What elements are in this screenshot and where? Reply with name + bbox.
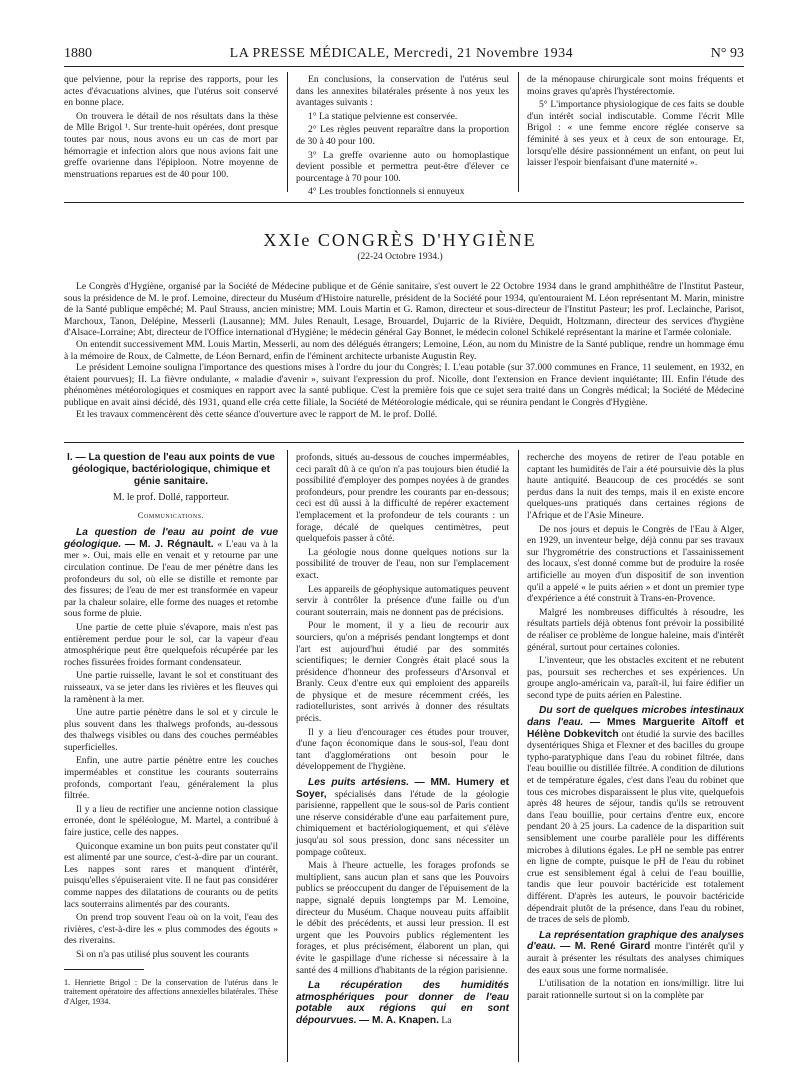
paragraph: On trouvera le détail de nos résultats dans la thèse de Mlle Brigol ¹. Sur trente-huit opérées, dont presque toutes par nous, nous avons eu un cas de mort par hémorragie et infection alors que nous avions fait une greffe ovarienne dans l'épiploon. Notre moyenne de menstruations reparues est de 40 pour 100. [64,110,278,180]
paragraph: ont étudié la survie des bacilles dysentériques Shiga et Flexner et des bacilles du groupe typho-paratyphique dans l'eau du robinet filtrée, dans l'eau bouillie ou distillée filtrée. A condition de dilutions et de température égales, c'est dans l'eau du robinet que tous ces microbes disparaissent le plus vite, quelquefois après 48 heures de séjour, tandis qu'ils se retrouvent dans l'eau bouillie, pour certains d'entre eux, encore pendant 20 à 25 jours. La cadence de la disparition suit sensiblement une courbe parallèle pour les différents microbes à dilutions égales. Le pH ne semble pas entrer en ligne de compte, puisque le pH de l'eau du robinet crue est sensiblement égal à celui de l'eau bouillie, tandis que leur pouvoir bactéricide est totalement différent. D'après les auteurs, le pouvoir bactéricide dépendrait plutôt de la présence, dans l'eau du robinet, de traces de sels de plomb. [527,728,744,926]
paragraph: De nos jours et depuis le Congrès de l'Eau à Alger, en 1929, un inventeur belge, déjà connu par ses travaux sur l'hygrométrie des constructions et l'assainissement des locaux, s'est donné comme but de produire la rosée artificielle au moyen d'un dispositif de son invention qu'il a appelé « le puits aérien » et dont un premier type d'expérience a été construit à Trans-en-Provence. [527,523,744,605]
paragraph: Si on n'a pas utilisé plus souvent les courants [76,948,249,960]
paragraph: 4° Les troubles fonctionnels si ennuyeux [308,186,465,198]
section-rule [64,442,744,443]
paragraph: Une autre partie pénètre dans le sol et y circule le plus souvent dans les thalwegs profonds, au-dessous des thalwegs visibles ou dans des couches perméables superficielles. [64,707,278,753]
intro-paragraph: Le Congrès d'Hygiène, organisé par la Société de Médecine publique et de Génie sanitaire, s'est ouvert le 22 Octobre 1934 dans le grand amphithéâtre de l'Institut Pasteur, sous la présidence de M. le prof. Lemoine, directeur du Muséum d'Histoire naturelle, président de la Société pour 1934, qu'entouraient M. Léon représentant M. Marin, ministre de la Santé publique empêché; M. Paul Strauss, ancien ministre; MM. Louis Martin et G. Ramon, directeur et sous-directeur de l'Institut Pasteur; les prof. Leclainche, Parisot, Marchoux, Tanon, Delépine, Messerli (Lausanne); MM. Jules Renault, Lesage, Brouardel, Dujarric de la Rivière, Dequidt, Holtzmann, directeur des services d'hygiène d'Alsace-Lorraine; Abt, directeur de l'Office international d'Hygiène; le médecin général Gay Bonnet, le médecin colonel Schikelé représentant la marine et l'armée coloniale. [64,281,744,339]
body-column-3 [527,452,744,1003]
paragraph: 5° L'importance physiologique de ces faits se double d'un intérêt social indiscutable. Comme l'écrit Mlle Brigol : « une femme encore réglée conserve sa féminité à ses yeux et à ceux de son entourage. Et, lorsqu'elle désire passionnément un enfant, on peut lui laisser l'espoir bienfaisant d'une maternité ». [527,99,744,169]
paragraph: 1° La statique pelvienne est conservée. [308,110,458,122]
subsection-title: Les puits artésiens. [308,777,410,789]
congress-dates: (22-24 Octobre 1934.) [357,252,443,262]
intro-paragraph: On entendit successivement MM. Louis Martin, Messerli, au nom des délégués étrangers; Lemoine, Léon, au nom du Ministre de la Santé publique, rendre un hommage ému à la mémoire de Roux, de Calmette, de Léon Bernard, enfin de l'éminent architecte urbaniste Augustin Rey. [64,338,744,362]
paragraph: montre l'intérêt qu'il y aurait à présenter les résultats des analyses chimiques des eaux sous une forme normalisée. [527,941,745,976]
column-divider [287,72,288,192]
congress-intro [64,281,744,420]
paragraph: L'inventeur, que les obstacles excitent et ne rebutent pas, poursuit ses recherches et ses expériences. Un groupe anglo-américain va, paraît-il, lui faire édifier un second type de puits aérien en Palestine. [527,655,744,701]
paragraph: En conclusions, la conservation de l'utérus seul dans les annexites bilatérales présente à nos yeux les avantages suivants : [296,74,509,109]
subsection-title: La question de l'eau au point de vue géologique. [64,527,278,550]
footnote: 1. Henriette Brigol : De la conservation de l'utérus dans le traitement opératoire des affections annexielles bilatérales. Thèse d'Alger, 1934. [64,977,278,1007]
subsection-author: — M. A. Knapen. [358,1014,439,1026]
journal-title: LA PRESSE MÉDICALE, Mercredi, 21 Novembre 1934 [229,46,574,61]
paragraph: L'utilisation de la notation en ions/milligr. litre lui parait rationnelle surtout si on la complète par [527,978,744,1001]
paragraph: Quiconque examine un bon puits peut constater qu'il est alimenté par une source, c'est-à-dire par un courant. Les nappes sont rares et manquent d'intérêt, puisqu'elles s'épuiseraient vite. Il ne faut pas considérer comme nappes des dilatations de courants ou de petits lacs souterrains alimentés par des courants. [64,840,278,910]
rapporteur: M. le prof. Dollé, rapporteur. [112,492,230,503]
paragraph: recherche des moyens de retirer de l'eau potable en captant les humidités de l'air a été poursuivie dès la plus haute antiquité. Beaucoup de ces procédés se sont perdus dans la nuit des temps, mais il en existe encore quelques-uns pratiqués dans certaines régions de l'Afrique et de l'Asie Mineure. [527,452,744,521]
paragraph: Pour le moment, il y a lieu de recourir aux sourciers, qu'on a méprisés pendant longtemps et dont l'art est aujourd'hui étudié par des sommités scientifiques; le dernier Congrès était placé sous la présidence d'honneur des professeurs d'Arsonval et Branly. Ceux d'entre eux qui emploient des appareils de physique et de mesure récemment créés, les radiotelluristes, sont arrivés à donner des résultats précis. [296,620,509,725]
paragraph: « L'eau va à la mer ». Oui, mais elle en venait et y retourne par une circulation continue. De l'eau de mer pénètre dans les profondeurs du sol, où elle se distille et remonte par des fissures; de l'eau de mer est transformée en vapeur par la chaleur solaire, elle forme des nuages et retombe sous forme de pluie. [64,538,278,620]
paragraph: Malgré les nombreuses difficultés à résoudre, les résultats partiels déjà obtenus font prévoir la possibilité de réaliser ce problème de longue haleine, mais d'intérêt général, surtout pour certaines colonies. [527,606,744,653]
paragraph: La [441,1014,452,1026]
subsection-author: — Mmes Marguerite Aïtoff et Hélène Dobkevitch [527,717,744,740]
body-column-1 [64,452,278,1007]
paragraph: La géologie nous donne quelques notions sur la possibilité de trouver de l'eau, non sur l'emplacement exact. [296,546,509,581]
subsection-author: — MM. Humery et Soyer, [296,777,509,800]
paragraph: spécialisés dans l'étude de la géologie parisienne, rappellent que le sous-sol de Paris contient une réserve considérable d'une eau parfaitement pure, chimiquement et bactériologiquement, et qui s'élève jusqu'au sol sous pression, donc sans nécessiter un pompage coûteux. [296,788,509,858]
intro-paragraph: Le président Lemoine souligna l'importance des questions mises à l'ordre du jour du Congrès; I. L'eau potable (sur 37.000 communes en France, 11 seulement, en 1932, en étaient pourvues); II. La fièvre ondulante, « maladie d'avenir », suivant l'expression du prof. Nicolle, dont l'extension en France devient inquiétante; III. Enfin l'étude des phénomènes météorologiques et cosmiques en rapport avec la santé publique. C'est la première fois que ce sujet sera traité dans un Congrès médical; la Société de Médecine publique en avait ainsi décidé, dès 1931, quand elle créa cette filiale, la Société de Météorologie médicale, qui se réunira pendant le Congrès d'Hygiène. [64,362,744,408]
paragraph: Mais à l'heure actuelle, les forages profonds se multiplient, sans aucun plan et sans que les Pouvoirs publics se préoccupent du danger de l'épuisement de la nappe, signalé depuis longtemps par M. Lemoine, directeur du Muséum. Chaque nouveau puits affaiblit le débit des précédents, et aussi leur pression. Il est urgent que les Pouvoirs publics réglementent les forages, et plus précisément, élaborent un plan, qui évite le gaspillage d'une richesse si nécessaire à la santé des 4 millions d'habitants de la région parisienne. [296,860,509,976]
paragraph: 2° Les règles peuvent reparaître dans la proportion de 30 à 40 pour 100. [296,124,509,147]
issue-number: N° 93 [710,46,744,61]
page-number: 1880 [64,46,92,61]
congress-title: XXIe CONGRÈS D'HYGIÈNE [263,230,537,250]
column-divider [287,450,288,1062]
subsection-title: Du sort de quelques microbes intestinaux dans l'eau. [527,705,744,729]
section-heading: I. — La question de l'eau aux points de vue géologique, bactériologique, chimique et génie sanitaire. [67,452,275,487]
top-column-2 [296,74,509,200]
header-rule [64,66,744,67]
paragraph: profonds, situés au-dessous de couches imperméables, ceci paraît dû à ce qu'on n'a pas toujours bien étudié la possibilité d'employer des pompes noyées à de grandes profondeurs, pour prendre les courants par en-dessous; ceci est dû aussi à la difficulté de repérer exactement l'emplacement et la profondeur de tels courants : un forage, décalé de quelques centimètres, peut quelquefois passer à côté. [296,452,509,545]
subsection-title: La récupération des humidités atmosphériques pour donner de l'eau potable aux régions qui en sont dépourvues. [296,980,509,1026]
paragraph: On prend trop souvent l'eau où on la voit, l'eau des rivières, c'est-à-dire les « plus commodes des égouts » des riverains. [64,912,278,947]
subsection-author: — M. J. Régnault. [124,538,214,550]
paragraph: Enfin, une autre partie pénètre entre les couches imperméables et constitue les courants souterrains profonds, comportant l'eau, généralement la plus filtrée. [64,755,278,802]
column-divider [518,72,519,192]
top-column-1 [64,74,278,182]
paragraph: 3° La greffe ovarienne auto ou homoplastique devient possible et permettra peut-être d'élever ce pourcentage à 70 pour 100. [296,149,509,184]
body-column-2 [296,452,509,1029]
subsection-author: — M. René Girard [560,941,651,953]
paragraph: Les appareils de géophysique automatiques peuvent servir à contrôler la présence d'une faille ou d'un courant souterrain, mais ne donnent pas de précisions. [296,583,509,618]
intro-paragraph: Et les travaux commencèrent dès cette séance d'ouverture avec le rapport de M. le prof. Dollé. [76,408,438,420]
paragraph: Une partie de cette pluie s'évapore, mais n'est pas entièrement perdue pour le sol, car la vapeur d'eau atmosphérique peut être quelquefois récupérée par les roches fissurées froides formant condensateur. [64,621,278,668]
paragraph: Une partie ruisselle, lavant le sol et constituant des ruisseaux, va se jeter dans les rivières et les fleuves qui la ramènent à la mer. [64,670,278,705]
footnote-rule [64,969,144,970]
paragraph: Il y a lieu de rectifier une ancienne notion classique erronée, dont le spéléologue, M. Martel, a contribué à faire justice, celle des nappes. [64,803,278,839]
top-column-3 [527,74,744,171]
paragraph: que pelvienne, pour la reprise des rapports, pour les actes d'évacuations alvines, que l'utérus soit conservé en bonne place. [64,74,278,109]
page-header [64,46,744,64]
subsection-title: La représentation graphique des analyses d'eau. [527,929,744,953]
communications-label: Communications. [137,509,205,520]
section-rule [64,202,744,203]
column-divider [518,450,519,1062]
paragraph: Il y a lieu d'encourager ces études pour trouver, d'une façon économique dans le sous-sol, l'eau dont tant d'agglomérations ont besoin pour le développement de l'hygiène. [296,726,509,773]
paragraph: de la ménopause chirurgicale sont moins fréquents et moins graves qu'après l'hystérectomie. [527,74,744,97]
